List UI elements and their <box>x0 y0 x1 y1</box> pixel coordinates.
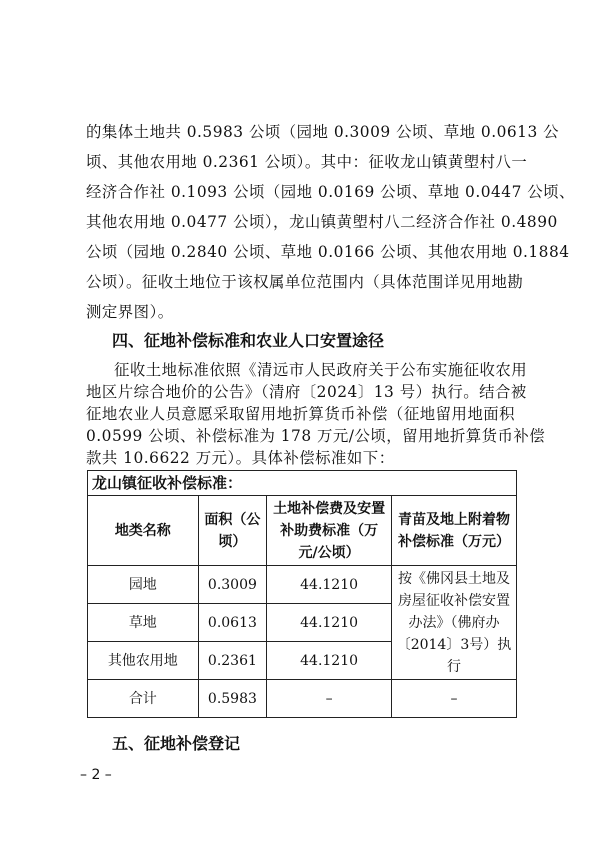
section4-line-1: 征收土地标准依照《清远市人民政府关于公布实施征收农用 <box>114 361 528 379</box>
row-type: 其他农用地 <box>88 642 199 680</box>
paragraph1-line-7: 测定界图）。 <box>86 303 174 321</box>
row-type: 草地 <box>88 604 199 642</box>
total-label: 合计 <box>88 680 199 718</box>
section4-line-4: 0.0599 公顷、补偿标准为 178 万元/公顷，留用地折算货币补偿 <box>86 427 546 445</box>
total-crop-fee: – <box>391 680 516 718</box>
row-land-fee: 44.1210 <box>267 642 392 680</box>
compensation-table <box>87 470 517 718</box>
table-row <box>88 566 517 604</box>
total-land-fee: – <box>267 680 392 718</box>
section4-heading: 四、征地补偿标准和农业人口安置途径 <box>112 331 385 350</box>
crop-fee-note: 按《佛冈县土地及房屋征收补偿安置办法》（佛府办〔2014〕3号）执行 <box>391 566 516 680</box>
header-crop-fee: 青苗及地上附着物补偿标准（万元） <box>391 496 516 566</box>
row-area: 0.3009 <box>198 566 267 604</box>
paragraph1-line-3: 经济合作社 0.1093 公顷（园地 0.0169 公顷、草地 0.0447 公顷、 <box>86 183 575 201</box>
row-area: 0.0613 <box>198 604 267 642</box>
row-type: 园地 <box>88 566 199 604</box>
paragraph1-line-6: 公顷）。征收土地位于该权属单位范围内（具体范围详见用地勘 <box>86 273 524 291</box>
paragraph1-line-4: 其他农用地 0.0477 公顷），龙山镇黄塱村八二经济合作社 0.4890 <box>86 213 558 231</box>
section4-line-5: 款共 10.6622 万元）。具体补偿标准如下： <box>86 449 395 467</box>
section4-line-3: 征地农业人员意愿采取留用地折算货币补偿（征地留用地面积 <box>86 405 516 423</box>
row-land-fee: 44.1210 <box>267 604 392 642</box>
row-area: 0.2361 <box>198 642 267 680</box>
row-land-fee: 44.1210 <box>267 566 392 604</box>
table-total-row <box>88 680 517 718</box>
section4-line-2: 地区片综合地价的公告》（清府〔2024〕13 号）执行。结合被 <box>86 383 527 401</box>
header-type: 地类名称 <box>88 496 199 566</box>
section5-heading: 五、征地补偿登记 <box>112 734 241 753</box>
paragraph1-line-1: 的集体土地共 0.5983 公顷（园地 0.3009 公顷、草地 0.0613 公 <box>86 123 560 141</box>
paragraph1-line-5: 公顷（园地 0.2840 公顷、草地 0.0166 公顷、其他农用地 0.1884 <box>86 243 570 261</box>
paragraph1-line-2: 顷、其他农用地 0.2361 公顷）。其中：征收龙山镇黄塱村八一 <box>86 153 528 171</box>
total-area: 0.5983 <box>198 680 267 718</box>
page-number: – 2 – <box>80 767 112 783</box>
header-area: 面积（公顷） <box>198 496 267 566</box>
header-land-fee: 土地补偿费及安置补助费标准（万元/公顷） <box>267 496 392 566</box>
table-caption: 龙山镇征收补偿标准： <box>88 471 517 496</box>
